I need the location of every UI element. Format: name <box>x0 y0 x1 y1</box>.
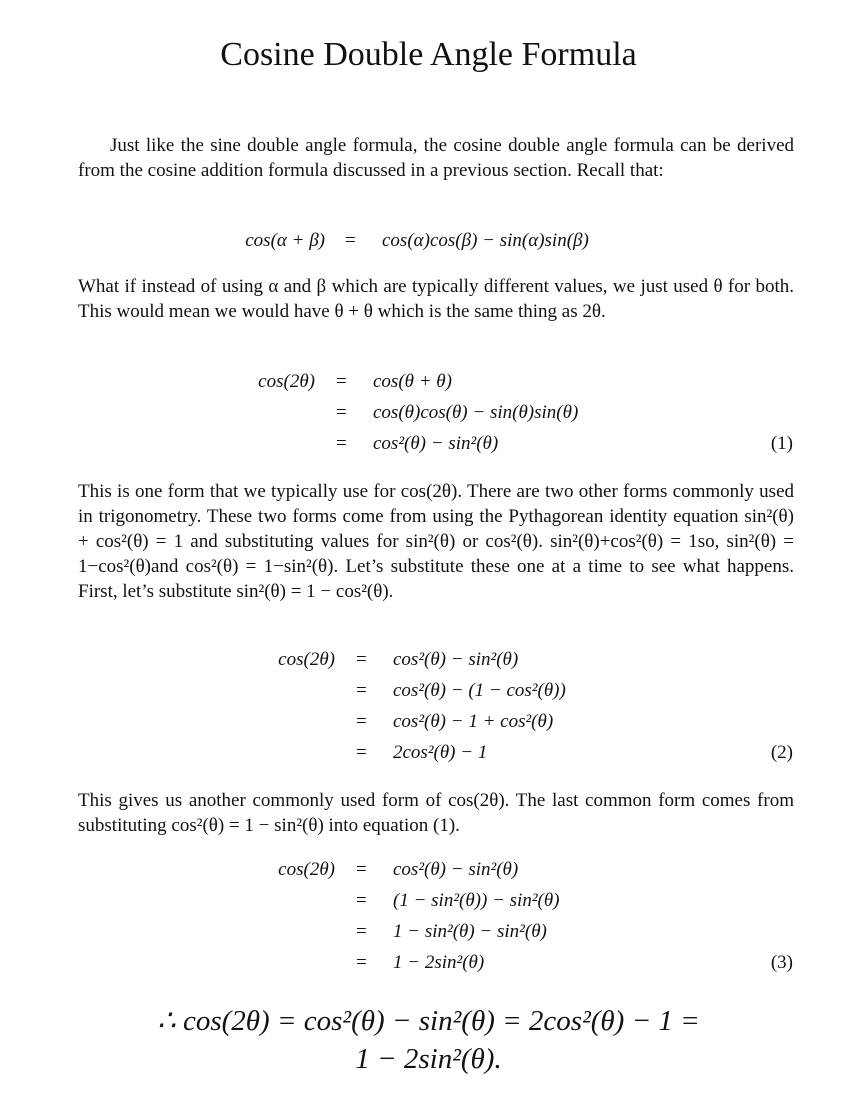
equals-sign: = <box>356 952 367 973</box>
equals-sign: = <box>336 433 347 454</box>
equals-sign: = <box>356 680 367 701</box>
equation-row <box>0 952 857 982</box>
equals-sign: = <box>356 921 367 942</box>
summary-line-2: 1 − 2sin²(θ). <box>355 1043 502 1075</box>
equals-sign: = <box>356 742 367 763</box>
equation-number: (2) <box>770 742 793 763</box>
equation-row <box>0 921 857 951</box>
equation-rhs: (1 − sin²(θ)) − sin²(θ) <box>393 890 560 911</box>
equation-lhs: cos(2θ) <box>278 649 335 670</box>
equation-rhs: cos²(θ) − 1 + cos²(θ) <box>393 711 554 732</box>
pythagorean-paragraph: This is one form that we typically use for cos(2θ). There are two other forms commonly used in trigonometry. These two forms come from using the Pythagorean identity equation sin²(θ) + cos²(θ) = 1 and substituting values for sin²(θ) or cos²(θ). sin²(θ)+cos²(θ) = 1so, sin²(θ) = 1−cos²(θ)and cos²(θ) = 1−sin²(θ). Let’s substitute these one at a time to see what happens. First, let’s substitute sin²(θ) = 1 − cos²(θ). <box>78 481 794 602</box>
equals-sign: = <box>356 859 367 880</box>
equation-row <box>0 711 857 741</box>
equation-rhs: 1 − 2sin²(θ) <box>393 952 485 973</box>
equation-lhs: cos(2θ) <box>258 371 315 392</box>
page-title: Cosine Double Angle Formula <box>220 36 637 73</box>
addition-formula <box>0 230 857 260</box>
addition-equals: = <box>345 230 356 251</box>
equation-rhs: cos(θ)cos(θ) − sin(θ)sin(θ) <box>373 402 579 423</box>
addition-rhs: cos(α)cos(β) − sin(α)sin(β) <box>382 230 589 251</box>
equation-rhs: cos(θ + θ) <box>373 371 452 392</box>
equals-sign: = <box>356 649 367 670</box>
equation-rhs: 1 − sin²(θ) − sin²(θ) <box>393 921 547 942</box>
equation-number: (3) <box>770 952 793 973</box>
equals-sign: = <box>336 402 347 423</box>
equals-sign: = <box>356 711 367 732</box>
equation-lhs: cos(2θ) <box>278 859 335 880</box>
equation-rhs: cos²(θ) − (1 − cos²(θ)) <box>393 680 566 701</box>
summary-line-1: ∴ cos(2θ) = cos²(θ) − sin²(θ) = 2cos²(θ) − 1 = <box>157 1005 700 1037</box>
equation-row <box>0 402 857 432</box>
equation-rhs: cos²(θ) − sin²(θ) <box>393 859 519 880</box>
equation-row <box>0 680 857 710</box>
addition-lhs: cos(α + β) <box>245 230 325 251</box>
equation-number: (1) <box>770 433 793 454</box>
theta-paragraph: What if instead of using α and β which are typically different values, we just used θ for both. This would mean we would have θ + θ which is the same thing as 2θ. <box>78 276 794 322</box>
equation-rhs: cos²(θ) − sin²(θ) <box>373 433 499 454</box>
equals-sign: = <box>336 371 347 392</box>
intro-paragraph: Just like the sine double angle formula, the cosine double angle formula can be derived from the cosine addition formula discussed in a previous section. Recall that: <box>78 135 794 181</box>
equation-row <box>0 742 857 772</box>
equation-row <box>0 433 857 463</box>
equals-sign: = <box>356 890 367 911</box>
equation-row <box>0 649 857 679</box>
equation-row <box>0 371 857 401</box>
equation-row <box>0 859 857 889</box>
equation-rhs: cos²(θ) − sin²(θ) <box>393 649 519 670</box>
equation-rhs: 2cos²(θ) − 1 <box>393 742 488 763</box>
equation-row <box>0 890 857 920</box>
last-form-paragraph: This gives us another commonly used form of cos(2θ). The last common form comes from substituting cos²(θ) = 1 − sin²(θ) into equation (1). <box>78 790 794 836</box>
